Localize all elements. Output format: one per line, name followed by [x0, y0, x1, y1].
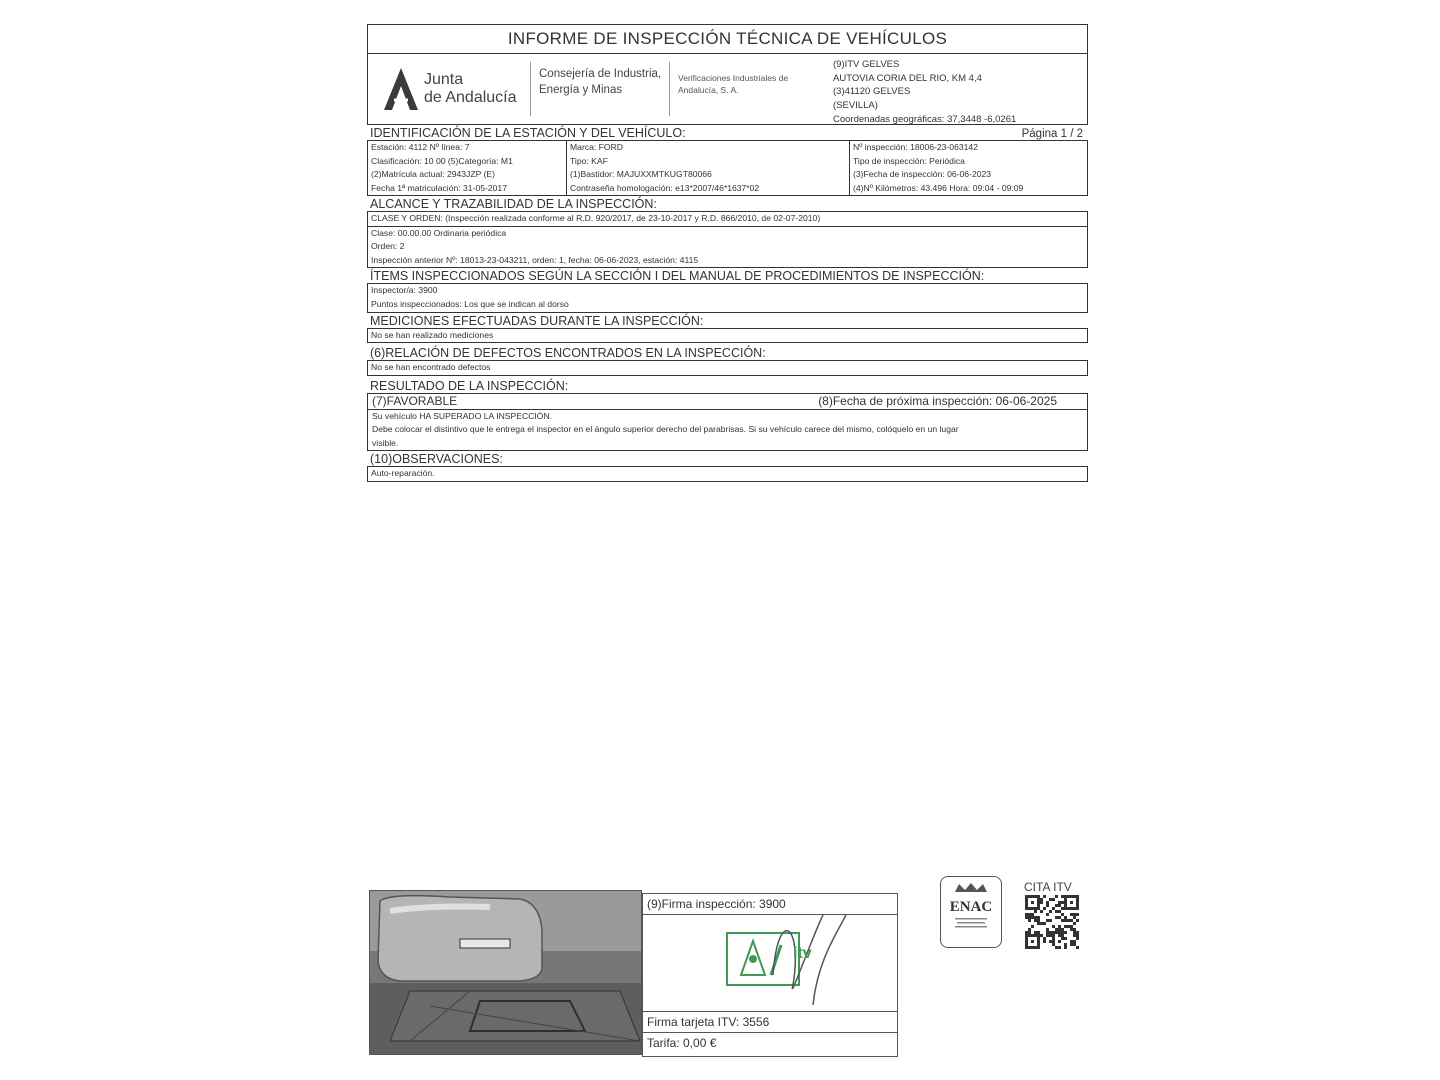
scope-table	[367, 211, 1088, 268]
inspection-column	[850, 141, 1087, 195]
observations-table	[367, 466, 1088, 482]
field: Orden: 2	[371, 241, 405, 252]
field: Estación: 4112 Nº línea: 7	[371, 142, 470, 152]
veiasa-line2: Andalucía, S. A.	[678, 85, 739, 95]
observations-section-title: (10)OBSERVACIONES:	[370, 452, 503, 467]
logo-line2: de Andalucía	[424, 89, 517, 106]
defects-section-title: (6)RELACIÓN DE DEFECTOS ENCONTRADOS EN LA INSPECCIÓN:	[370, 346, 766, 361]
fee-label: Tarifa: 0,00 €	[647, 1036, 717, 1050]
station-column	[368, 141, 567, 195]
itv-card-signature-label: Firma tarjeta ITV: 3556	[643, 1012, 897, 1033]
field: Tipo de inspección: Periódica	[853, 155, 965, 166]
signature-area	[643, 915, 897, 1012]
inspection-report	[367, 24, 1088, 482]
identification-table	[367, 140, 1088, 196]
enac-badge	[940, 876, 1002, 948]
result-table	[367, 393, 1088, 452]
field: (4)Nº Kilómetros: 43.496 Hora: 09:04 - 09:09	[853, 182, 1024, 193]
consejeria-label	[531, 54, 669, 124]
cita-itv-label: CITA ITV	[1024, 880, 1072, 894]
veiasa-line1: Verificaciones Industriales de	[678, 73, 789, 83]
vehicle-column	[567, 141, 850, 195]
report-title: INFORME DE INSPECCIÓN TÉCNICA DE VEHÍCULOS	[368, 25, 1087, 54]
field: Clase: 00.00.00 Ordinaria periódica	[371, 227, 507, 238]
next-inspection-date: (8)Fecha de próxima inspección: 06-06-2025	[818, 393, 1057, 408]
items-section-title: ÍTEMS INSPECCIONADOS SEGÚN LA SECCIÓN I DEL MANUAL DE PROCEDIMIENTOS DE INSPECCIÓN:	[370, 269, 985, 284]
measurements-section-title: MEDICIONES EFECTUADAS DURANTE LA INSPECCIÓN:	[370, 313, 704, 328]
stamp-and-signature	[643, 915, 896, 1011]
station-line: (3)41120 GELVES	[833, 86, 911, 98]
enac-small-print	[951, 915, 991, 931]
result-header	[368, 394, 1087, 410]
field: Inspección anterior Nº: 18013-23-043211, orden: 1, fecha: 06-06-2023, estación: 4115	[371, 254, 699, 265]
field: Tipo: KAF	[570, 155, 608, 166]
defects-table	[367, 360, 1088, 376]
field: (2)Matrícula actual: 2943JZP (E)	[371, 169, 496, 180]
station-info	[823, 54, 1087, 124]
field: Fecha 1ª matriculación: 31-05-2017	[371, 182, 507, 193]
logo-line1: Junta	[424, 71, 464, 88]
junta-andalucia-logo-icon	[382, 66, 420, 112]
result-section-title: RESULTADO DE LA INSPECCIÓN:	[370, 378, 569, 393]
vehicle-photo-image	[370, 891, 642, 1055]
junta-andalucia-logo	[368, 54, 530, 124]
items-table	[367, 283, 1088, 312]
consejeria-line1: Consejería de Industria,	[539, 68, 662, 80]
vehicle-photo	[369, 890, 642, 1055]
station-line: (SEVILLA)	[833, 100, 878, 112]
result-line: Su vehículo HA SUPERADO LA INSPECCIÓN.	[372, 410, 553, 421]
field: Auto-reparación.	[371, 468, 435, 479]
header-row	[368, 54, 1087, 124]
field: Clasificación: 10 00 (5)Categoría: M1	[371, 155, 513, 166]
field: (3)Fecha de inspección: 06-06-2023	[853, 169, 992, 180]
consejeria-line2: Energía y Minas	[539, 84, 623, 96]
veiasa-label	[670, 54, 823, 124]
result-line: visible.	[372, 437, 399, 448]
page-number: Página 1 / 2	[1021, 128, 1083, 140]
cita-itv-qr-code-icon[interactable]	[1025, 895, 1079, 949]
scope-section-title: ALCANCE Y TRAZABILIDAD DE LA INSPECCIÓN:	[370, 197, 657, 211]
field: Contraseña homologación: e13*2007/46*1637*02	[570, 182, 760, 193]
identification-section-title: IDENTIFICACIÓN DE LA ESTACIÓN Y DEL VEHÍCULO: Página 1 / 2	[370, 126, 1083, 140]
result-status: (7)FAVORABLE	[372, 393, 458, 408]
report-header	[367, 24, 1088, 125]
field: Inspector/a: 3900	[371, 285, 438, 296]
field: Nº inspección: 18006-23-063142	[853, 142, 978, 152]
signature-box	[642, 893, 898, 1057]
station-line: Coordenadas geográficas: 37,3448 -6,0261	[833, 113, 1017, 125]
field: Marca: FORD	[570, 142, 623, 152]
measurements-table	[367, 328, 1088, 344]
result-line: Debe colocar el distintivo que le entrega el inspector en el ángulo superior derecho del parabrisas. Si su vehículo carece del mismo, colóquelo en un lugar	[372, 424, 959, 435]
inspection-signature-label: (9)Firma inspección: 3900	[643, 894, 897, 915]
station-line: (9)ITV GELVES	[833, 59, 900, 70]
field: Puntos inspeccionados: Los que se indican al dorso	[371, 298, 569, 309]
field: No se han encontrado defectos	[371, 362, 491, 373]
enac-crown-icon	[951, 882, 991, 894]
itv-stamp-text: itv	[793, 945, 812, 962]
station-line: AUTOVIA CORIA DEL RIO, KM 4,4	[833, 72, 982, 84]
field: No se han realizado mediciones	[371, 329, 494, 340]
enac-label: ENAC	[949, 899, 993, 915]
field: (1)Bastidor: MAJUXXMTKUGT80066	[570, 169, 712, 180]
class-order-row: CLASE Y ORDEN: (Inspección realizada conforme al R.D. 920/2017, de 23-10-2017 y R.D. 866/2010, de 02-07-2010)	[368, 212, 1087, 227]
